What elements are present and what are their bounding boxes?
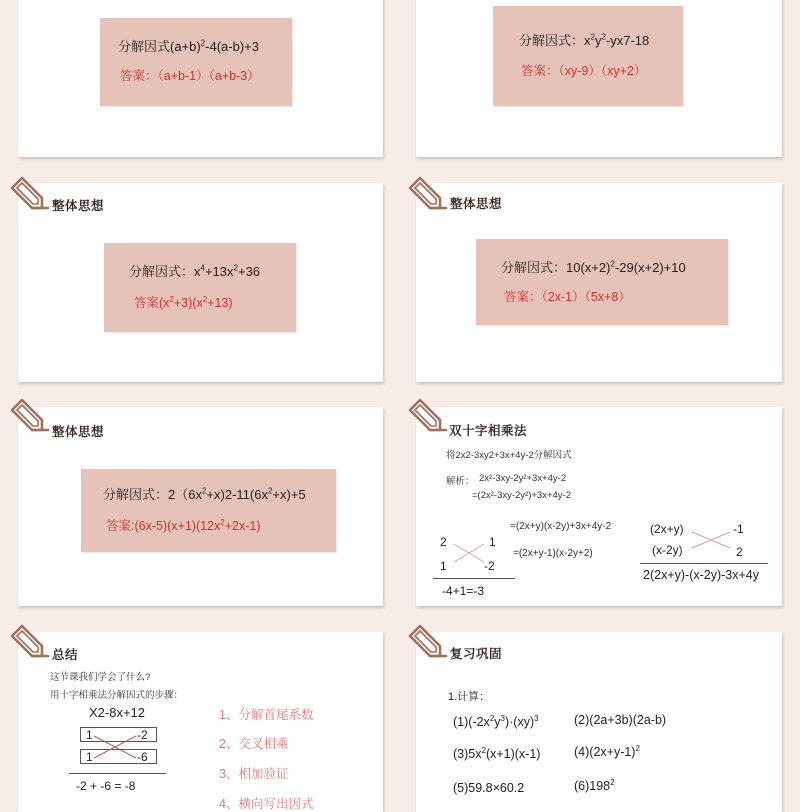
exercise-text: (6)198 <box>574 779 611 793</box>
question-sup: 2 <box>233 263 238 273</box>
question-sup: 2 <box>200 38 206 48</box>
step-item: 1、分解首尾系数 <box>219 708 314 722</box>
question-prefix: 分解因式：x <box>519 33 591 48</box>
question-prefix: 分解因式：2（6x <box>103 487 202 502</box>
analysis-line-1: 2x²-3xy-2y²+3x+4y-2 <box>479 473 567 484</box>
exercise-text: (1)(-2x <box>453 715 490 729</box>
analysis-label: 解析： <box>446 476 475 487</box>
exercise-item-4 <box>574 745 640 759</box>
cross-left-tr: 1 <box>489 535 496 549</box>
formula-box <box>100 18 292 106</box>
question-mid: +13x <box>204 264 234 279</box>
exercise-item-1 <box>453 715 539 729</box>
step-item: 2、交叉相乘 <box>219 737 289 751</box>
question-sup: 2 <box>267 486 273 496</box>
cross-sum: -2 + -6 = -8 <box>76 779 136 793</box>
question-mid: +x)2-11(6x <box>206 487 268 502</box>
cross-left-result: -4+1=-3 <box>442 584 485 598</box>
cross-right-tl: (2x+y) <box>650 522 684 536</box>
exercise-sup: 2 <box>635 743 640 753</box>
question-mid: y <box>594 33 602 48</box>
answer-prefix: 答案:(6x-5)(x+1)(12x <box>106 519 221 533</box>
question-text <box>519 30 649 49</box>
answer-sup: 2 <box>220 517 225 527</box>
exercise-text: )·(xy) <box>504 715 535 729</box>
exercise-sup: 3 <box>500 713 505 723</box>
pencil-icon <box>8 174 52 214</box>
question-sup: 4 <box>200 263 205 273</box>
formula-box <box>476 239 728 325</box>
question-sup: 2 <box>590 32 595 42</box>
answer-suffix: +2x-1) <box>224 519 261 533</box>
analysis-line-2: =(2x²-3xy-2y²)+3x+4y-2 <box>472 490 571 501</box>
pencil-icon <box>8 396 52 436</box>
step-1: =(2x+y)(x-2y)+3x+4y-2 <box>510 521 612 532</box>
question-suffix: -4(a-b)+3 <box>205 39 259 54</box>
summary-question: 这节课我们学会了什么? <box>50 672 151 683</box>
exercise-item-2: (2)(2a+3b)(2a-b) <box>574 713 667 727</box>
step-item: 3、相加验证 <box>219 767 289 781</box>
slide-title: 整体思想 <box>52 425 105 439</box>
answer-text: 答案：（xy-9）（xy+2） <box>521 64 647 78</box>
slide-title: 整体思想 <box>52 199 105 213</box>
exercise-sup: 3 <box>534 713 539 723</box>
exercise-item-3 <box>453 747 540 761</box>
question-suffix: -yx7-18 <box>605 33 650 48</box>
answer-sup: 2 <box>169 294 174 304</box>
exercise-item-5: (5)59.8×60.2 <box>453 781 525 795</box>
answer-text <box>134 293 233 311</box>
exercise-heading: 1.计算： <box>448 691 491 703</box>
answer-suffix: +13) <box>207 296 233 310</box>
answer-text: 答案：（a+b-1）（a+b-3） <box>120 69 260 83</box>
cross-bl: 1 <box>86 750 93 764</box>
exercise-sup: 2 <box>610 777 615 787</box>
slide-2[interactable] <box>416 0 782 157</box>
exercise-text: (x+1)(x-1) <box>485 747 541 761</box>
cross-right-br: 2 <box>736 545 743 559</box>
answer-sup: 2 <box>202 294 208 304</box>
question-text <box>129 261 260 280</box>
cross-right-result: 2(2x+y)-(x-2y)-3x+4y <box>643 568 759 582</box>
exercise-sup: 2 <box>481 745 486 755</box>
divider <box>69 773 166 774</box>
question-sup: 2 <box>201 486 207 496</box>
slide-title: 整体思想 <box>450 197 503 211</box>
exercise-sup: 2 <box>489 713 495 723</box>
answer-text <box>106 516 261 534</box>
slide-1[interactable] <box>18 0 383 157</box>
question-suffix: +x)+5 <box>272 487 306 502</box>
pencil-icon <box>406 174 450 214</box>
step-2: =(2x+y-1)(x-2y+2) <box>513 548 593 559</box>
cross-br: -6 <box>137 750 148 764</box>
exercise-text: y <box>494 715 501 729</box>
exercise-text: (4)(2x+y-1) <box>574 745 636 759</box>
problem-text: 将2x2-3xy2+3x+4y-2分解因式 <box>446 450 572 461</box>
pencil-icon <box>406 622 450 662</box>
question-suffix: +36 <box>237 264 261 279</box>
question-text <box>103 484 306 503</box>
question-sup: 2 <box>610 259 615 269</box>
cross-lines-icon <box>690 528 734 552</box>
pencil-icon <box>406 396 450 436</box>
cross-lines-icon <box>92 733 138 761</box>
question-prefix: 分解因式：10(x+2) <box>501 260 611 275</box>
cross-left-tl: 2 <box>440 535 447 549</box>
question-text <box>118 36 259 55</box>
cross-right-bl: (x-2y) <box>652 543 683 557</box>
slide-title: 总结 <box>52 648 79 662</box>
slide-title: 双十字相乘法 <box>449 424 528 438</box>
question-prefix: 分解因式：x <box>129 264 201 279</box>
pencil-icon <box>8 622 52 662</box>
cross-tl: 1 <box>86 728 93 742</box>
question-prefix: 分解因式(a+b) <box>118 39 201 54</box>
answer-prefix: 答案(x <box>134 296 170 310</box>
slide-title: 复习巩固 <box>450 647 503 661</box>
question-sup: 2 <box>601 32 606 42</box>
question-suffix: -29(x+2)+10 <box>614 260 686 275</box>
formula-box <box>81 469 336 552</box>
summary-steps-heading: 用十字相乘法分解因式的步骤： <box>50 690 184 701</box>
summary-expression: X2-8x+12 <box>89 705 146 720</box>
formula-box <box>493 6 683 106</box>
exercise-item-6 <box>574 779 615 793</box>
cross-left-bl: 1 <box>440 559 447 573</box>
formula-box <box>104 243 296 332</box>
divider <box>433 578 515 579</box>
answer-mid: +3)(x <box>173 296 203 310</box>
step-item: 4、横向写出因式 <box>219 797 314 811</box>
answer-text: 答案：（2x-1）（5x+8） <box>504 290 631 304</box>
divider <box>640 563 768 564</box>
cross-left-br: -2 <box>484 559 495 573</box>
exercise-text: (3)5x <box>453 747 482 761</box>
cross-right-tr: -1 <box>733 522 744 536</box>
cross-tr: -2 <box>137 728 148 742</box>
question-text <box>501 257 686 276</box>
cross-lines-icon <box>452 540 488 566</box>
